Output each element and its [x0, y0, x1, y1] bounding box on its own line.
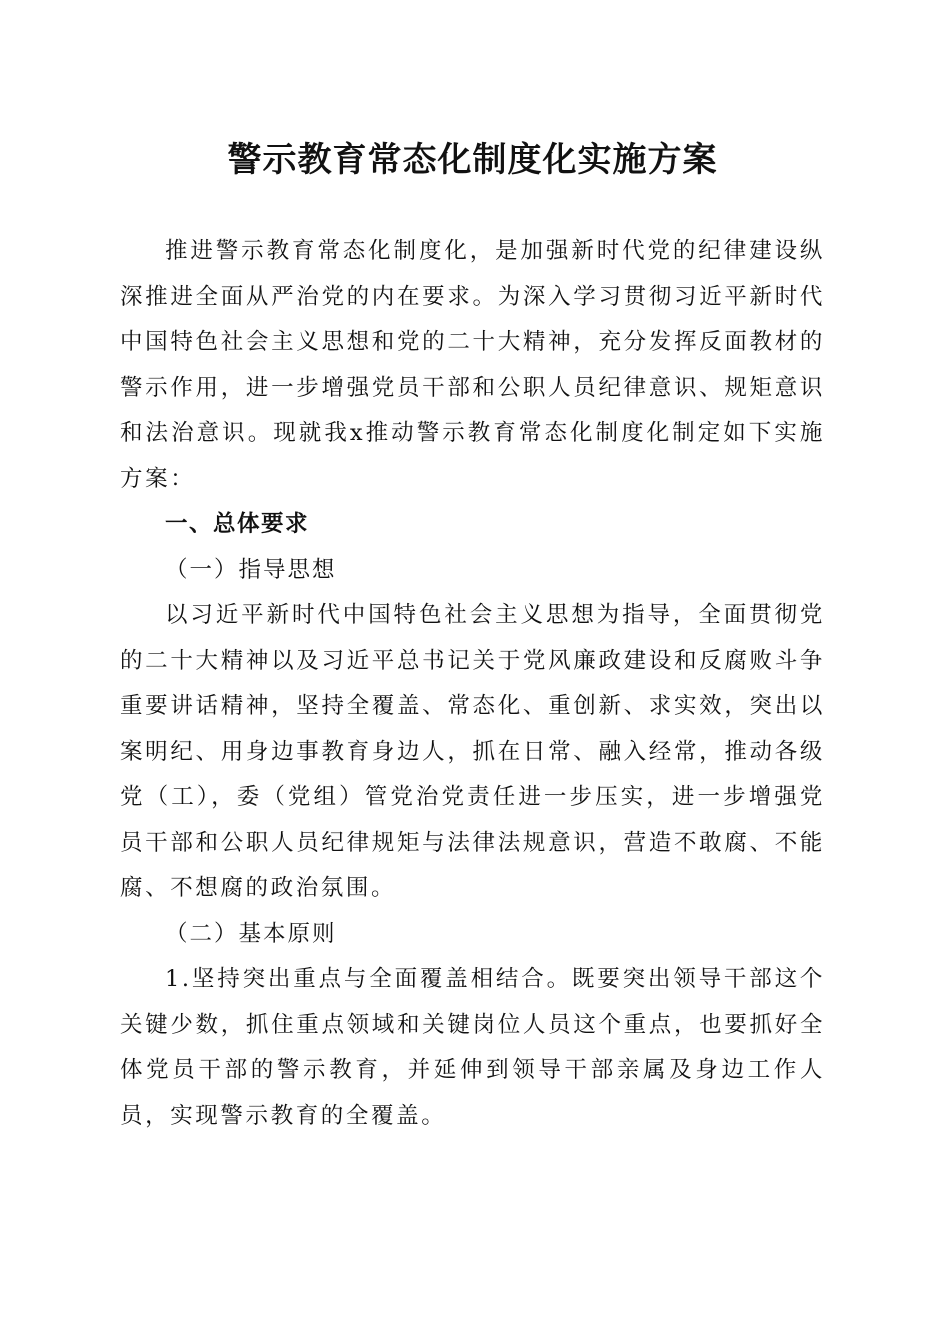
- section-heading-overall-requirements: 一、总体要求: [165, 511, 310, 537]
- subsection-heading-guiding-ideology: （一）指导思想: [165, 556, 337, 583]
- subsection-heading-basic-principles: （二）基本原则: [165, 920, 337, 947]
- principle-1-paragraph: 1.坚持突出重点与全面覆盖相结合。既要突出领导干部这个关键少数，抓住重点领域和关键岗位人员这个重点，也要抓好全体党员干部的警示教育，并延伸到领导干部亲属及身边工作人员，实现警示教育的全覆盖。: [120, 966, 825, 1129]
- guiding-ideology-paragraph: 以习近平新时代中国特色社会主义思想为指导，全面贯彻党的二十大精神以及习近平总书记关于党风廉政建设和反腐败斗争重要讲话精神，坚持全覆盖、常态化、重创新、求实效，突出以案明纪、用身边事教育身边人，抓在日常、融入经常，推动各级党（工），委（党组）管党治党责任进一步压实，进一步增强党员干部和公职人员纪律规矩与法律法规意识，营造不敢腐、不能腐、不想腐的政治氛围。: [120, 602, 825, 901]
- document-title: 警示教育常态化制度化实施方案: [227, 140, 718, 180]
- intro-paragraph: 推进警示教育常态化制度化，是加强新时代党的纪律建设纵深推进全面从严治党的内在要求。为深入学习贯彻习近平新时代中国特色社会主义思想和党的二十大精神，充分发挥反面教材的警示作用，进一步增强党员干部和公职人员纪律意识、规矩意识和法治意识。现就我x推动警示教育常态化制度化制定如下实施方案：: [120, 238, 825, 492]
- document-body: [120, 229, 825, 1139]
